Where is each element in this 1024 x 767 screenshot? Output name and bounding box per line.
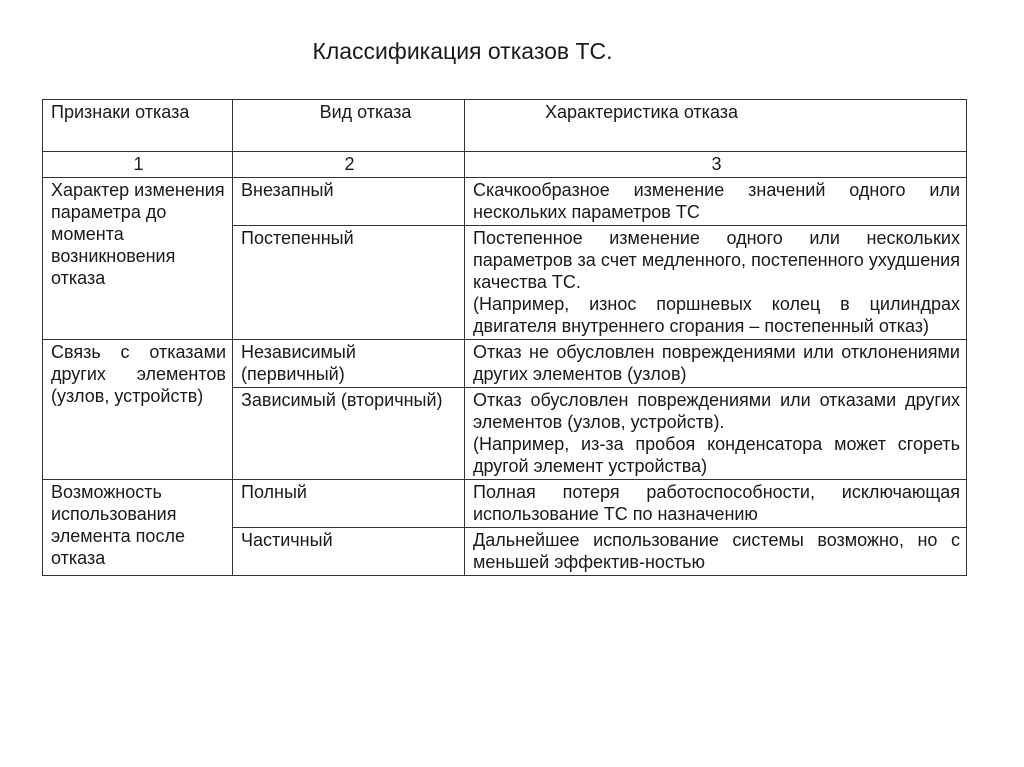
characteristic-cell (465, 388, 967, 480)
failure-type-cell: Постепенный (233, 226, 465, 340)
failure-type-cell: Частичный (233, 528, 465, 576)
characteristic-cell (465, 528, 967, 576)
feature-cell: Связь с отказами других элементов (узлов, устройств) (43, 340, 233, 480)
failure-type-cell: Полный (233, 480, 465, 528)
failure-type-cell: Зависимый (вторичный) (233, 388, 465, 480)
characteristic-text: Отказ обусловлен повреждениями или отказами других элементов (узлов, устройств). (473, 390, 960, 432)
characteristic-text: Отказ не обусловлен повреждениями или отклонениями других элементов (узлов) (473, 342, 960, 384)
characteristic-text: Дальнейшее использование системы возможно, но с меньшей эффектив-ностью (473, 530, 960, 572)
header-characteristic: Характеристика отказа (465, 100, 967, 152)
failure-type-cell: Внезапный (233, 178, 465, 226)
failure-classification-table (42, 99, 967, 576)
characteristic-cell (465, 340, 967, 388)
characteristic-cell (465, 226, 967, 340)
table-row (43, 340, 967, 388)
table-row (43, 480, 967, 528)
feature-cell: Характер изменения параметра до момента возникновения отказа (43, 178, 233, 340)
failure-type-cell: Независимый (первичный) (233, 340, 465, 388)
column-number-2: 2 (233, 152, 465, 178)
table-row (43, 178, 967, 226)
characteristic-example: (Например, из-за пробоя конденсатора может сгореть другой элемент устройства) (473, 434, 960, 476)
characteristic-example: (Например, износ поршневых колец в цилиндрах двигателя внутреннего сгорания – постепенный отказ) (473, 294, 960, 336)
header-type: Вид отказа (233, 100, 465, 152)
feature-cell: Возможность использования элемента после отказа (43, 480, 233, 576)
column-number-row (43, 152, 967, 178)
characteristic-cell (465, 480, 967, 528)
characteristic-text: Скачкообразное изменение значений одного или нескольких параметров ТС (473, 180, 960, 222)
characteristic-text: Постепенное изменение одного или нескольких параметров за счет медленного, постепенного ухудшения качества ТС. (473, 228, 960, 292)
page-title: Классификация отказов ТС. (312, 38, 613, 64)
table-header-row (43, 100, 967, 152)
header-feature: Признаки отказа (43, 100, 233, 152)
column-number-1: 1 (43, 152, 233, 178)
characteristic-text: Полная потеря работоспособности, исключающая использование ТС по назначению (473, 482, 960, 524)
column-number-3: 3 (465, 152, 967, 178)
characteristic-cell (465, 178, 967, 226)
